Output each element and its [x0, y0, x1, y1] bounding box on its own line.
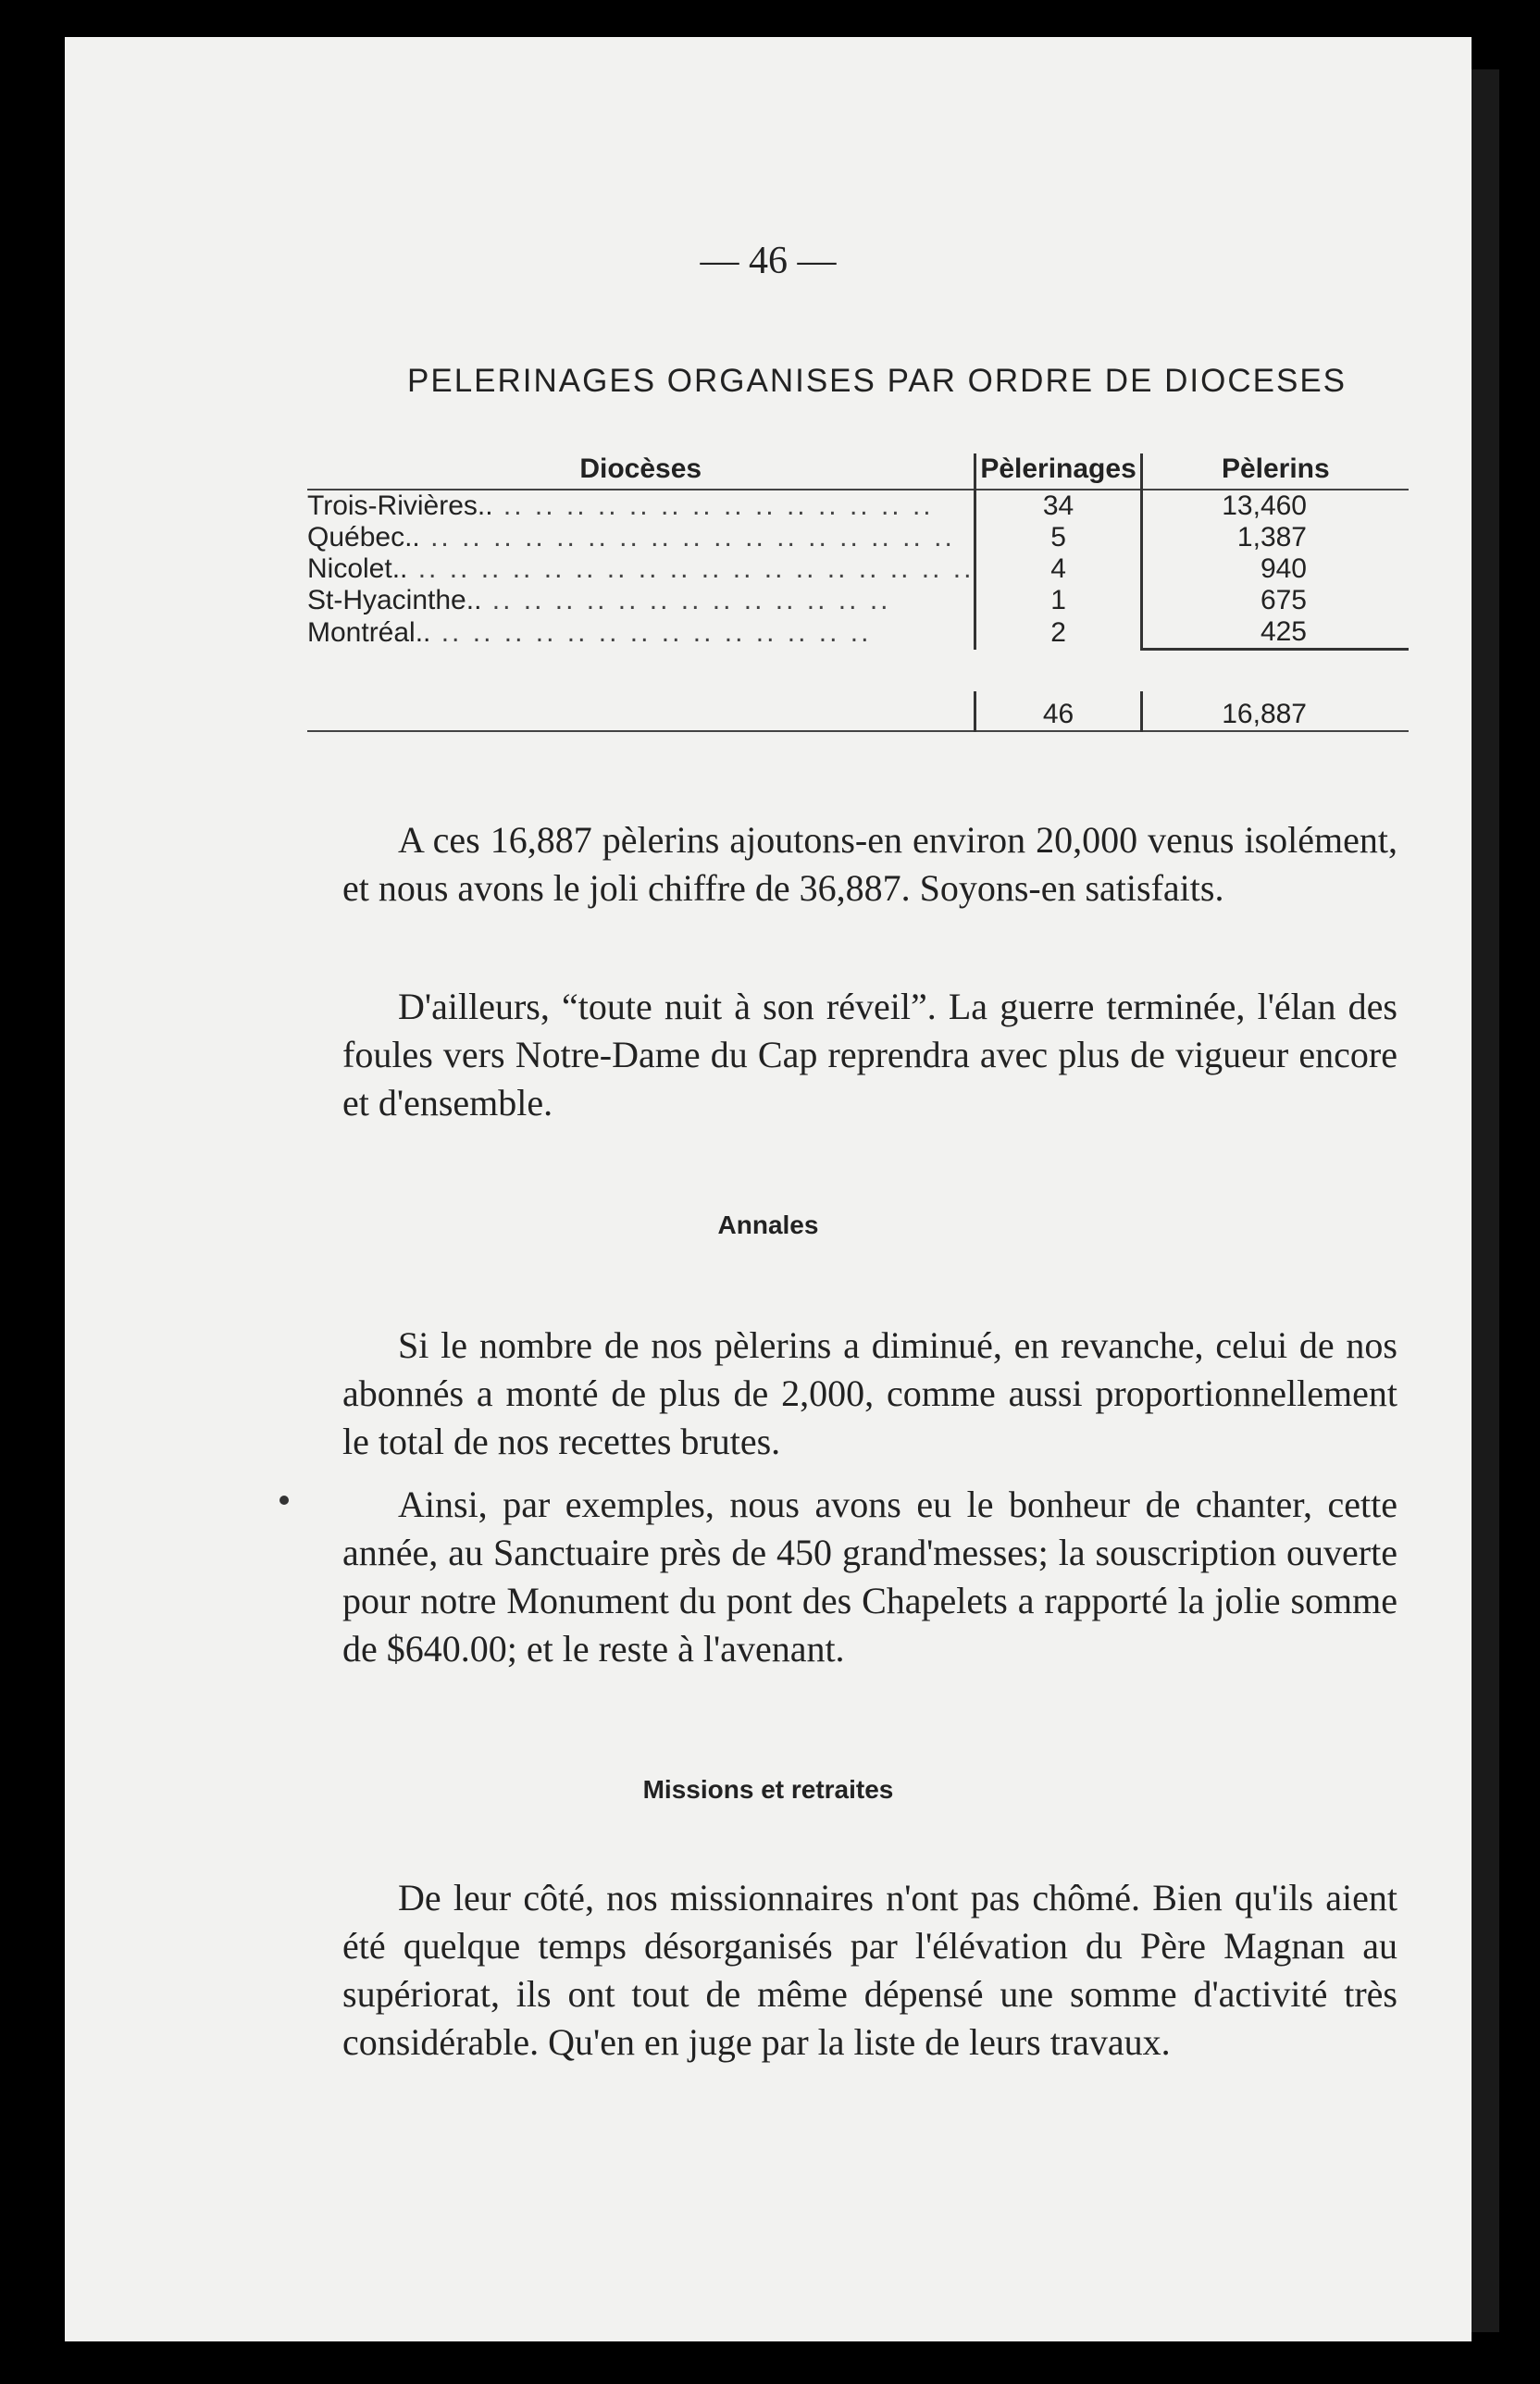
diocese-name: Québec.. [307, 522, 420, 553]
paragraph-missionnaires: De leur côté, nos missionnaires n'ont pas chômé. Bien qu'ils aient été quelque temps désorganisés par l'élévation du Père Magnan au supériorat, ils ont tout de même dépensé une somme d'activité très considérable. Qu'en en juge par la liste de leurs travaux. [342, 1877, 1397, 2063]
paragraph-abonnes: Si le nombre de nos pèlerins a diminué, en revanche, celui de nos abonnés a monté de plus de 2,000, comme aussi proportionnellement le total de nos recettes brutes. [342, 1324, 1397, 1462]
pelerinages-value: 1 [975, 585, 1141, 616]
table-rule-row [307, 650, 1409, 692]
leader-dots: .. .. .. .. .. .. .. .. .. .. .. .. .. .. .. .. .. [419, 522, 955, 553]
section-heading-missions: Missions et retraites [642, 1775, 894, 1804]
book-page [65, 37, 1472, 2341]
pilgrimage-table [307, 453, 1409, 732]
paragraph-guerre: D'ailleurs, “toute nuit à son réveil”. La guerre terminée, l'élan des foules vers Notre-Dame du Cap reprendra avec plus de vigueur encore et d'ensemble. [342, 986, 1397, 1124]
pelerinages-value: 5 [975, 522, 1141, 553]
total-pelerinages: 46 [975, 691, 1141, 731]
pelerins-value: 940 [1260, 553, 1307, 584]
leader-dots: .. .. .. .. .. .. .. .. .. .. .. .. .. [481, 585, 891, 615]
table-row [307, 553, 1409, 585]
pelerins-value: 675 [1260, 585, 1307, 615]
table-row [307, 585, 1409, 616]
header-dioceses: Diocèses [307, 453, 975, 490]
pelerinages-value: 34 [975, 490, 1141, 522]
diocese-name: Trois-Rivières.. [307, 490, 493, 521]
table-header-row [307, 453, 1409, 490]
paragraph-pelerins-total: A ces 16,887 pèlerins ajoutons-en environ 20,000 venus isolément, et nous avons le joli chiffre de 36,887. Soyons-en satisfaits. [342, 819, 1397, 909]
section-heading-annales: Annales [717, 1211, 819, 1239]
diocese-name: St-Hyacinthe.. [307, 585, 482, 615]
page-edge-shadow [1472, 69, 1499, 2332]
pelerins-value: 425 [1260, 616, 1307, 647]
margin-dot [279, 1496, 289, 1505]
leader-dots: .. .. .. .. .. .. .. .. .. .. .. .. .. .. [492, 490, 934, 521]
paragraph-ainsi: Ainsi, par exemples, nous avons eu le bonheur de chanter, cette année, au Sanctuaire près de 450 grand'messes; la souscription ouverte pour notre Monument du pont des Chapelets a rapporté la jolie somme de $640.00; et le reste à l'avenant. [342, 1484, 1397, 1670]
total-pelerins: 16,887 [1141, 691, 1409, 731]
pelerins-value: 13,460 [1222, 490, 1307, 521]
diocese-name: Montréal.. [307, 616, 431, 648]
pelerinages-value: 2 [975, 616, 1141, 650]
table-row [307, 490, 1409, 522]
leader-dots: .. .. .. .. .. .. .. .. .. .. .. .. .. .. .. .. .. .. [407, 553, 975, 584]
pelerins-value: 1,387 [1236, 522, 1307, 553]
pelerinages-value: 4 [975, 553, 1141, 585]
diocese-name: Nicolet.. [307, 553, 408, 584]
table-total-row [307, 691, 1409, 731]
table-row [307, 616, 1409, 650]
table-row [307, 522, 1409, 553]
header-pelerins: Pèlerins [1141, 453, 1409, 490]
table-title: PELERINAGES ORGANISES PAR ORDRE DE DIOCESES [407, 363, 1348, 399]
leader-dots: .. .. .. .. .. .. .. .. .. .. .. .. .. .. [430, 616, 872, 648]
page-number: — 46 — [700, 240, 837, 282]
header-pelerinages: Pèlerinages [975, 453, 1141, 490]
